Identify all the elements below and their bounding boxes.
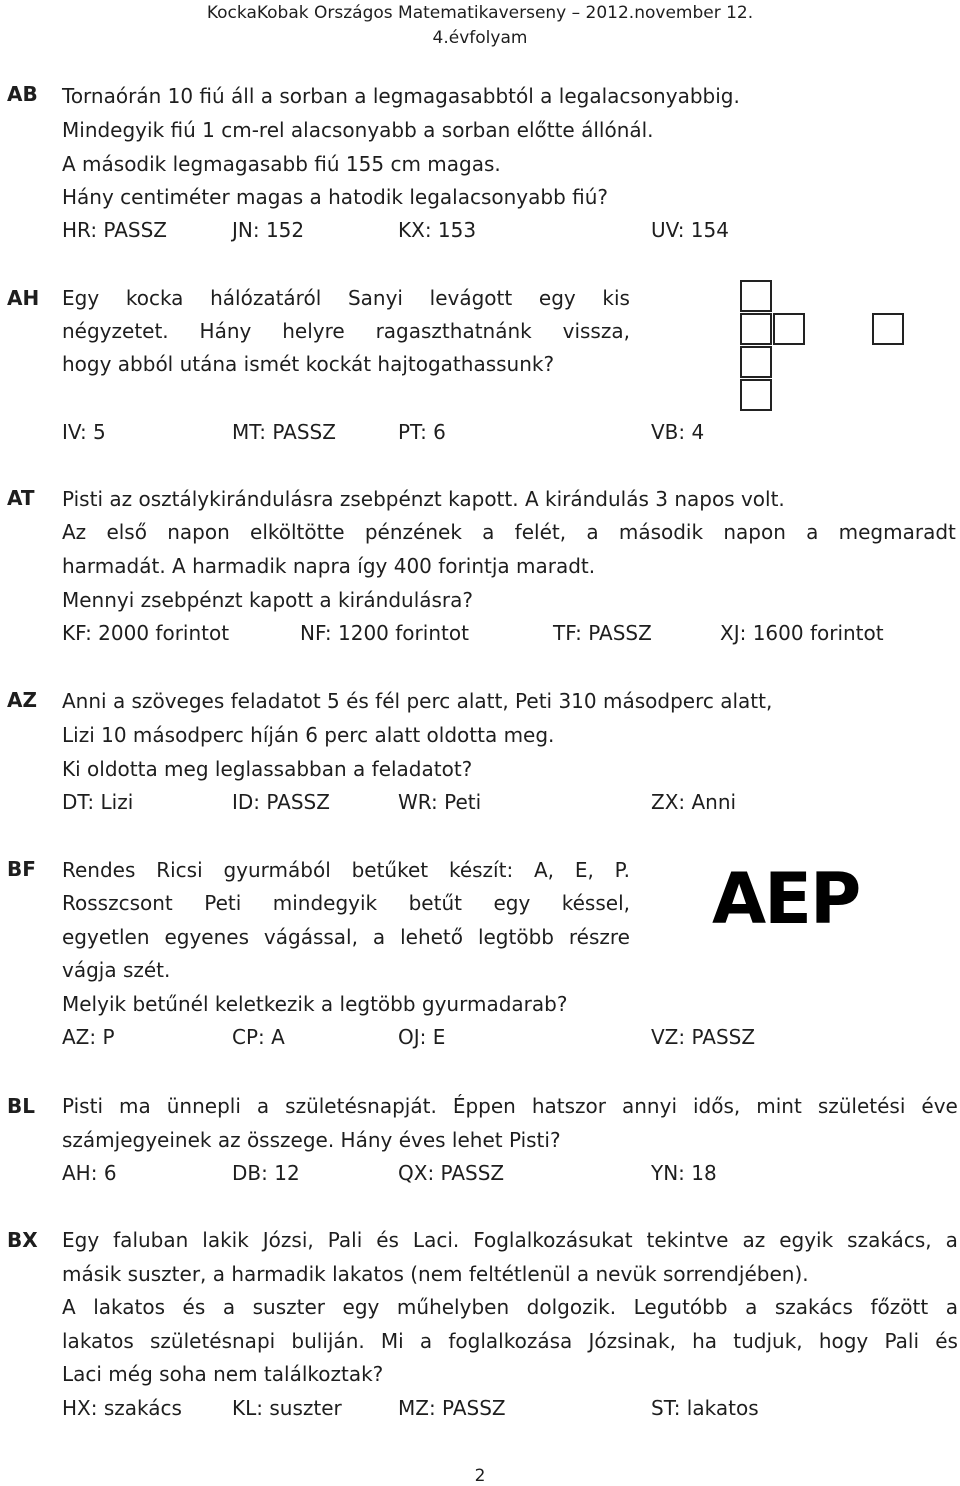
answer-option[interactable]: VZ: PASSZ [651,1025,756,1049]
problem-line: A második legmagasabb fiú 155 cm magas. [62,152,501,176]
answer-option[interactable]: AH: 6 [62,1161,117,1185]
problem-line: Anni a szöveges feladatot 5 és fél perc alatt, Peti 310 másodperc alatt, [62,689,773,713]
problem-line: másik suszter, a harmadik lakatos (nem feltétlenül a nevük sorrendjében). [62,1262,809,1286]
answer-option[interactable]: XJ: 1600 forintot [720,621,884,645]
header-title: KockaKobak Országos Matematikaverseny – 2012.november 12. [206,3,754,23]
problem-line: vágja szét. [62,958,171,982]
problem-line: Pisti ma ünnepli a születésnapját. Éppen hatszor annyi idős, mint születési éve [62,1094,958,1118]
answer-option[interactable]: KF: 2000 forintot [62,621,230,645]
cut-square [872,313,904,345]
answer-option[interactable]: HX: szakács [62,1396,182,1420]
problem-line: lakatos születésnapi buliján. Mi a foglalkozása Józsinak, ha tudjuk, hogy Pali és [62,1329,958,1353]
problem-code: BF [7,857,36,881]
problem-line: Rosszcsont Peti mindegyik betűt egy késsel, [62,891,630,915]
answer-option[interactable]: WR: Peti [398,790,482,814]
header-subtitle: 4.évfolyam [432,28,528,48]
answer-option[interactable]: MT: PASSZ [232,420,336,444]
problem-line: Egy kocka hálózatáról Sanyi levágott egy kis [62,286,630,310]
net-square [740,379,772,411]
problem-line: Mindegyik fiú 1 cm-rel alacsonyabb a sorban előtte állónál. [62,118,654,142]
problem-code: BX [7,1228,38,1252]
answer-option[interactable]: HR: PASSZ [62,218,167,242]
answer-option[interactable]: ID: PASSZ [232,790,330,814]
net-square [740,346,772,378]
problem-code: BL [7,1094,35,1118]
problem-line: Az első napon elköltötte pénzének a felét, a második napon a megmaradt [62,520,956,544]
problem-line: A lakatos és a suszter egy műhelyben dolgozik. Legutóbb a szakács főzött a [62,1295,958,1319]
problem-code: AZ [7,688,37,712]
answer-option[interactable]: CP: A [232,1025,285,1049]
problem-line: Mennyi zsebpénzt kapott a kirándulásra? [62,588,474,612]
problem-line: Ki oldotta meg leglassabban a feladatot? [62,757,473,781]
net-square [773,313,805,345]
page-number: 2 [474,1466,486,1486]
problem-code: AH [7,286,40,310]
answer-option[interactable]: UV: 154 [651,218,729,242]
answer-option[interactable]: KX: 153 [398,218,477,242]
answer-option[interactable]: QX: PASSZ [398,1161,505,1185]
answer-option[interactable]: YN: 18 [651,1161,717,1185]
problem-line: Egy faluban lakik Józsi, Pali és Laci. Foglalkozásukat tekintve az egyik szakács, a [62,1228,958,1252]
answer-option[interactable]: PT: 6 [398,420,446,444]
problem-line: Tornaórán 10 fiú áll a sorban a legmagasabbtól a legalacsonyabbig. [62,84,740,108]
problem-line: Lizi 10 másodperc híján 6 perc alatt oldotta meg. [62,723,555,747]
problem-line: Pisti az osztálykirándulásra zsebpénzt kapott. A kirándulás 3 napos volt. [62,487,785,511]
problem-line: Melyik betűnél keletkezik a legtöbb gyurmadarab? [62,992,568,1016]
answer-option[interactable]: MZ: PASSZ [398,1396,506,1420]
problem-line: hogy abból utána ismét kockát hajtogathassunk? [62,352,555,376]
answer-option[interactable]: AZ: P [62,1025,115,1049]
answer-option[interactable]: IV: 5 [62,420,106,444]
net-square [740,313,772,345]
answer-option[interactable]: DT: Lizi [62,790,134,814]
answer-option[interactable]: JN: 152 [232,218,305,242]
answer-option[interactable]: ST: lakatos [651,1396,759,1420]
answer-option[interactable]: VB: 4 [651,420,705,444]
problem-line: Rendes Ricsi gyurmából betűket készít: A, E, P. [62,858,630,882]
problem-line: számjegyeinek az összege. Hány éves lehet Pisti? [62,1128,561,1152]
problem-line: négyzetet. Hány helyre ragaszthatnánk vissza, [62,319,630,343]
problem-line: Hány centiméter magas a hatodik legalacsonyabb fiú? [62,185,609,209]
answer-option[interactable]: TF: PASSZ [553,621,652,645]
problem-code: AB [7,82,38,106]
letters-figure: AEP [712,858,860,940]
answer-option[interactable]: KL: suszter [232,1396,342,1420]
net-square [740,280,772,312]
problem-line: harmadát. A harmadik napra így 400 forintja maradt. [62,554,596,578]
problem-line: egyetlen egyenes vágással, a lehető legtöbb részre [62,925,630,949]
answer-option[interactable]: OJ: E [398,1025,446,1049]
problem-line: Laci még soha nem találkoztak? [62,1362,384,1386]
problem-code: AT [7,486,35,510]
answer-option[interactable]: NF: 1200 forintot [300,621,469,645]
answer-option[interactable]: DB: 12 [232,1161,300,1185]
answer-option[interactable]: ZX: Anni [651,790,737,814]
